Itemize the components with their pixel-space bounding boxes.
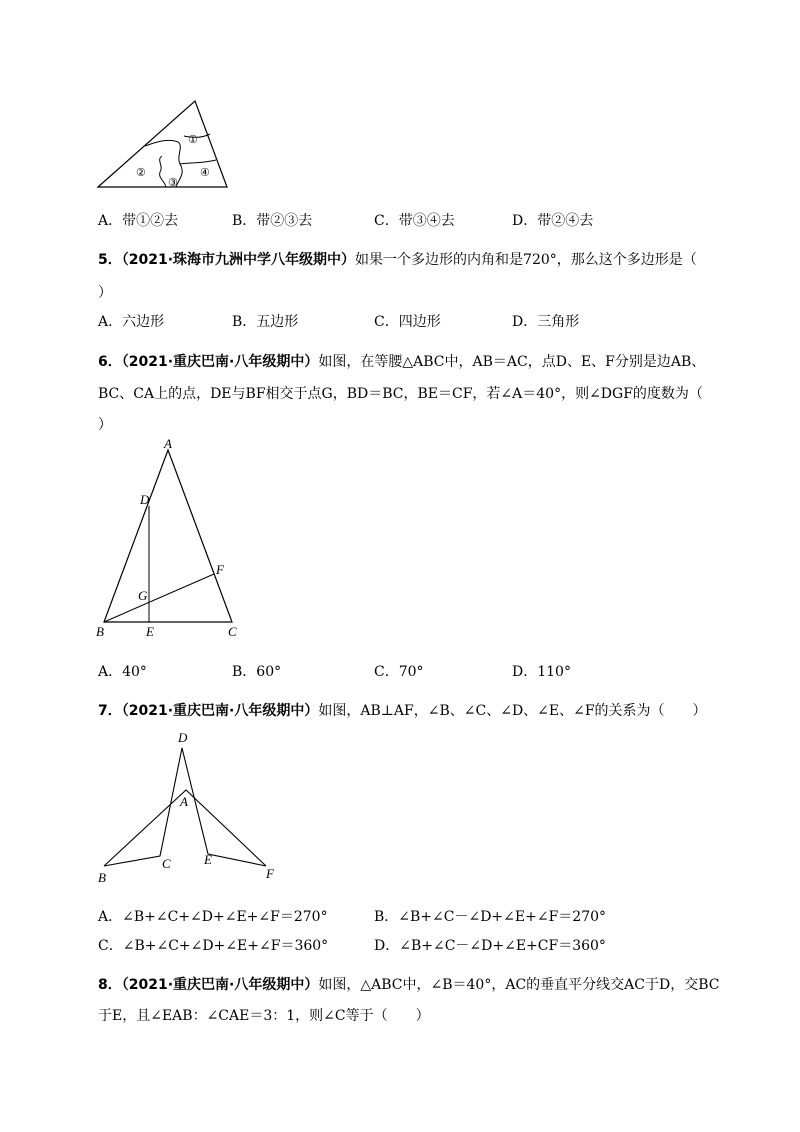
q5-option-b[interactable]: B．五边形	[232, 314, 299, 330]
q8-text: 如图，△ABC中，∠B＝40°，AC的垂直平分线交AC于D，交BC	[318, 977, 720, 993]
q7-label-b: B	[98, 870, 106, 885]
fig-q7-diagram	[94, 726, 284, 886]
fig4-label-2: ②	[136, 167, 146, 179]
q7-label-f: F	[266, 866, 274, 881]
q7-option-d[interactable]: D．∠B+∠C－∠D+∠E+CF＝360°	[374, 938, 606, 954]
q6-label-b: B	[96, 624, 104, 639]
q7-label-e: E	[204, 852, 212, 867]
fig-q6-triangle	[94, 438, 254, 642]
q6-option-b[interactable]: B．60°	[232, 664, 282, 680]
q5-option-c[interactable]: C．四边形	[374, 314, 441, 330]
q5-source: （2021·珠海市九洲中学八年级期中）	[121, 252, 356, 268]
q5-option-a[interactable]: A．六边形	[98, 314, 165, 330]
q6-label-e: E	[146, 624, 154, 639]
q7-option-c[interactable]: C．∠B+∠C+∠D+∠E+∠F＝360°	[98, 938, 329, 954]
q6-label-g: G	[138, 588, 148, 603]
q8-stem	[98, 974, 719, 994]
q4-option-b[interactable]: B．带②③去	[232, 213, 313, 229]
q5-stem-line2: ）	[98, 285, 112, 301]
fig-q4-triangle	[96, 98, 232, 190]
fig4-label-4: ④	[200, 167, 210, 179]
q6-text: 如图，在等腰△ABC中，AB＝AC，点D、E、F分别是边AB、	[318, 354, 706, 370]
q6-number: 6．	[98, 354, 122, 370]
q6-stem-line2: BC、CA上的点，DE与BF相交于点G，BD＝BC，BE＝CF，若∠A＝40°，则∠DGF的度数为（	[98, 386, 703, 402]
q7-label-d: D	[178, 730, 188, 745]
q5-option-d[interactable]: D．三角形	[512, 314, 580, 330]
fig4-label-3: ③	[168, 177, 178, 189]
q6-label-d: D	[140, 492, 150, 507]
q6-label-c: C	[228, 624, 237, 639]
q8-number: 8．	[98, 977, 122, 993]
q7-label-a: A	[180, 794, 188, 809]
q7-option-a[interactable]: A．∠B+∠C+∠D+∠E+∠F＝270°	[98, 909, 328, 925]
q7-label-c: C	[162, 856, 171, 871]
q6-option-c[interactable]: C．70°	[374, 664, 424, 680]
q6-stem	[98, 351, 705, 371]
q4-option-c[interactable]: C．带③④去	[374, 213, 455, 229]
fig4-label-1: ①	[188, 134, 198, 146]
q6-stem-line3: ）	[98, 417, 112, 433]
q7-stem	[98, 700, 707, 720]
q6-label-f: F	[216, 562, 224, 577]
q4-option-d[interactable]: D．带②④去	[512, 213, 594, 229]
q7-number: 7．	[98, 703, 122, 719]
q7-text: 如图，AB⊥AF，∠B、∠C、∠D、∠E、∠F的关系为（ ）	[318, 703, 707, 719]
q5-number: 5．	[98, 252, 122, 268]
q8-source: （2021·重庆巴南·八年级期中）	[121, 977, 319, 993]
q6-source: （2021·重庆巴南·八年级期中）	[121, 354, 319, 370]
q6-label-a: A	[164, 438, 172, 451]
q4-option-a[interactable]: A．带①②去	[98, 213, 179, 229]
q5-text: 如果一个多边形的内角和是720°，那么这个多边形是（	[355, 252, 697, 268]
q7-source: （2021·重庆巴南·八年级期中）	[121, 703, 319, 719]
q8-stem-line2: 于E，且∠EAB：∠CAE＝3：1，则∠C等于（ ）	[98, 1008, 430, 1024]
q6-option-d[interactable]: D．110°	[512, 664, 571, 680]
q5-stem	[98, 249, 697, 269]
q6-option-a[interactable]: A．40°	[98, 664, 147, 680]
q7-option-b[interactable]: B．∠B+∠C－∠D+∠E+∠F＝270°	[374, 909, 607, 925]
